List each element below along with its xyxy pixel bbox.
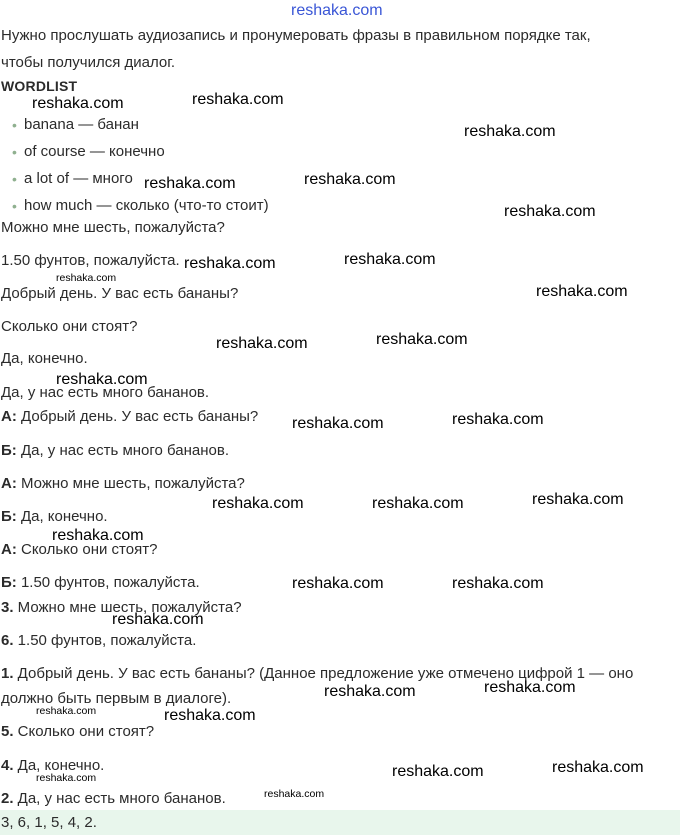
watermark: reshaka.com	[164, 707, 256, 724]
watermark: reshaka.com	[324, 683, 416, 700]
watermark: reshaka.com	[32, 95, 124, 112]
watermark: reshaka.com	[532, 491, 624, 508]
watermark: reshaka.com	[484, 679, 576, 696]
task-line-2: чтобы получился диалог.	[1, 54, 176, 71]
phrase: 1.50 фунтов, пожалуйста.	[1, 252, 180, 269]
watermark: reshaka.com	[292, 415, 384, 432]
item-number: 2.	[1, 790, 14, 807]
watermark: reshaka.com	[36, 772, 97, 784]
dialogue-text: Сколько они стоят?	[16, 541, 158, 558]
phrase: Да, у нас есть много бананов.	[1, 384, 210, 401]
watermark: reshaka.com	[52, 527, 144, 544]
dialogue-text: Да, у нас есть много бананов.	[16, 442, 230, 459]
watermark: reshaka.com	[112, 611, 204, 628]
task-line-1: Нужно прослушать аудиозапись и пронумеровать фразы в правильном порядке так,	[1, 27, 591, 44]
numbered-text: Сколько они стоят?	[13, 723, 155, 740]
watermark: reshaka.com	[192, 91, 284, 108]
wordlist-title: WORDLIST	[1, 78, 78, 94]
bullet-icon: •	[12, 144, 17, 160]
numbered-text: Можно мне шесть, пожалуйста?	[13, 599, 242, 616]
dialogue-text: 1.50 фунтов, пожалуйста.	[16, 574, 200, 591]
phrase: Добрый день. У вас есть бананы?	[1, 285, 239, 302]
phrase: Сколько они стоят?	[1, 318, 138, 335]
watermark: reshaka.com	[344, 251, 436, 268]
bullet-icon: •	[12, 198, 17, 214]
watermark: reshaka.com	[536, 283, 628, 300]
item-number: 5.	[1, 723, 14, 740]
dialogue-line	[1, 508, 108, 526]
wordlist-item: how much — сколько (что-то стоит)	[24, 197, 269, 214]
wordlist-item: of course — конечно	[24, 143, 165, 160]
speaker-label: А:	[1, 475, 17, 492]
speaker-label: А:	[1, 408, 17, 425]
numbered-line	[1, 723, 154, 741]
numbered-text: Да, у нас есть много бананов.	[13, 790, 226, 807]
dialogue-text: Можно мне шесть, пожалуйста?	[16, 475, 245, 492]
dialogue-line	[1, 475, 245, 493]
watermark: reshaka.com	[552, 759, 644, 776]
watermark: reshaka.com	[372, 495, 464, 512]
numbered-text: должно быть первым в диалоге).	[1, 690, 232, 707]
watermark: reshaka.com	[184, 255, 276, 272]
watermark: reshaka.com	[56, 272, 117, 284]
watermark: reshaka.com	[56, 371, 148, 388]
site-link[interactable]: reshaka.com	[291, 2, 383, 19]
dialogue-line	[1, 408, 258, 426]
wordlist-item: banana — банан	[24, 116, 139, 133]
numbered-text: Да, конечно.	[13, 757, 105, 774]
watermark: reshaka.com	[144, 175, 236, 192]
item-number: 6.	[1, 632, 14, 649]
watermark: reshaka.com	[216, 335, 308, 352]
watermark: reshaka.com	[376, 331, 468, 348]
item-number: 1.	[1, 665, 14, 682]
speaker-label: Б:	[1, 574, 17, 591]
watermark: reshaka.com	[264, 788, 325, 800]
numbered-line	[1, 790, 226, 808]
watermark: reshaka.com	[212, 495, 304, 512]
phrase: Да, конечно.	[1, 350, 88, 367]
watermark: reshaka.com	[392, 763, 484, 780]
watermark: reshaka.com	[292, 575, 384, 592]
speaker-label: Б:	[1, 508, 17, 525]
numbered-text: Добрый день. У вас есть бананы? (Данное предложение уже отмечено цифрой 1 — оно	[13, 665, 634, 682]
watermark: reshaka.com	[304, 171, 396, 188]
numbered-line	[1, 632, 196, 650]
dialogue-text: Да, конечно.	[16, 508, 108, 525]
watermark: reshaka.com	[464, 123, 556, 140]
speaker-label: Б:	[1, 442, 17, 459]
wordlist-item: a lot of — много	[24, 170, 133, 187]
numbered-text: 1.50 фунтов, пожалуйста.	[13, 632, 197, 649]
answer-text: 3, 6, 1, 5, 4, 2.	[1, 814, 97, 831]
watermark: reshaka.com	[452, 575, 544, 592]
watermark: reshaka.com	[452, 411, 544, 428]
bullet-icon: •	[12, 171, 17, 187]
answer-bar	[0, 810, 680, 835]
item-number: 3.	[1, 599, 14, 616]
speaker-label: А:	[1, 541, 17, 558]
bullet-icon: •	[12, 117, 17, 133]
dialogue-text: Добрый день. У вас есть бананы?	[16, 408, 259, 425]
dialogue-line	[1, 442, 229, 460]
item-number: 4.	[1, 757, 14, 774]
watermark: reshaka.com	[504, 203, 596, 220]
dialogue-line	[1, 574, 200, 592]
watermark: reshaka.com	[36, 705, 97, 717]
phrase: Можно мне шесть, пожалуйста?	[1, 219, 225, 236]
